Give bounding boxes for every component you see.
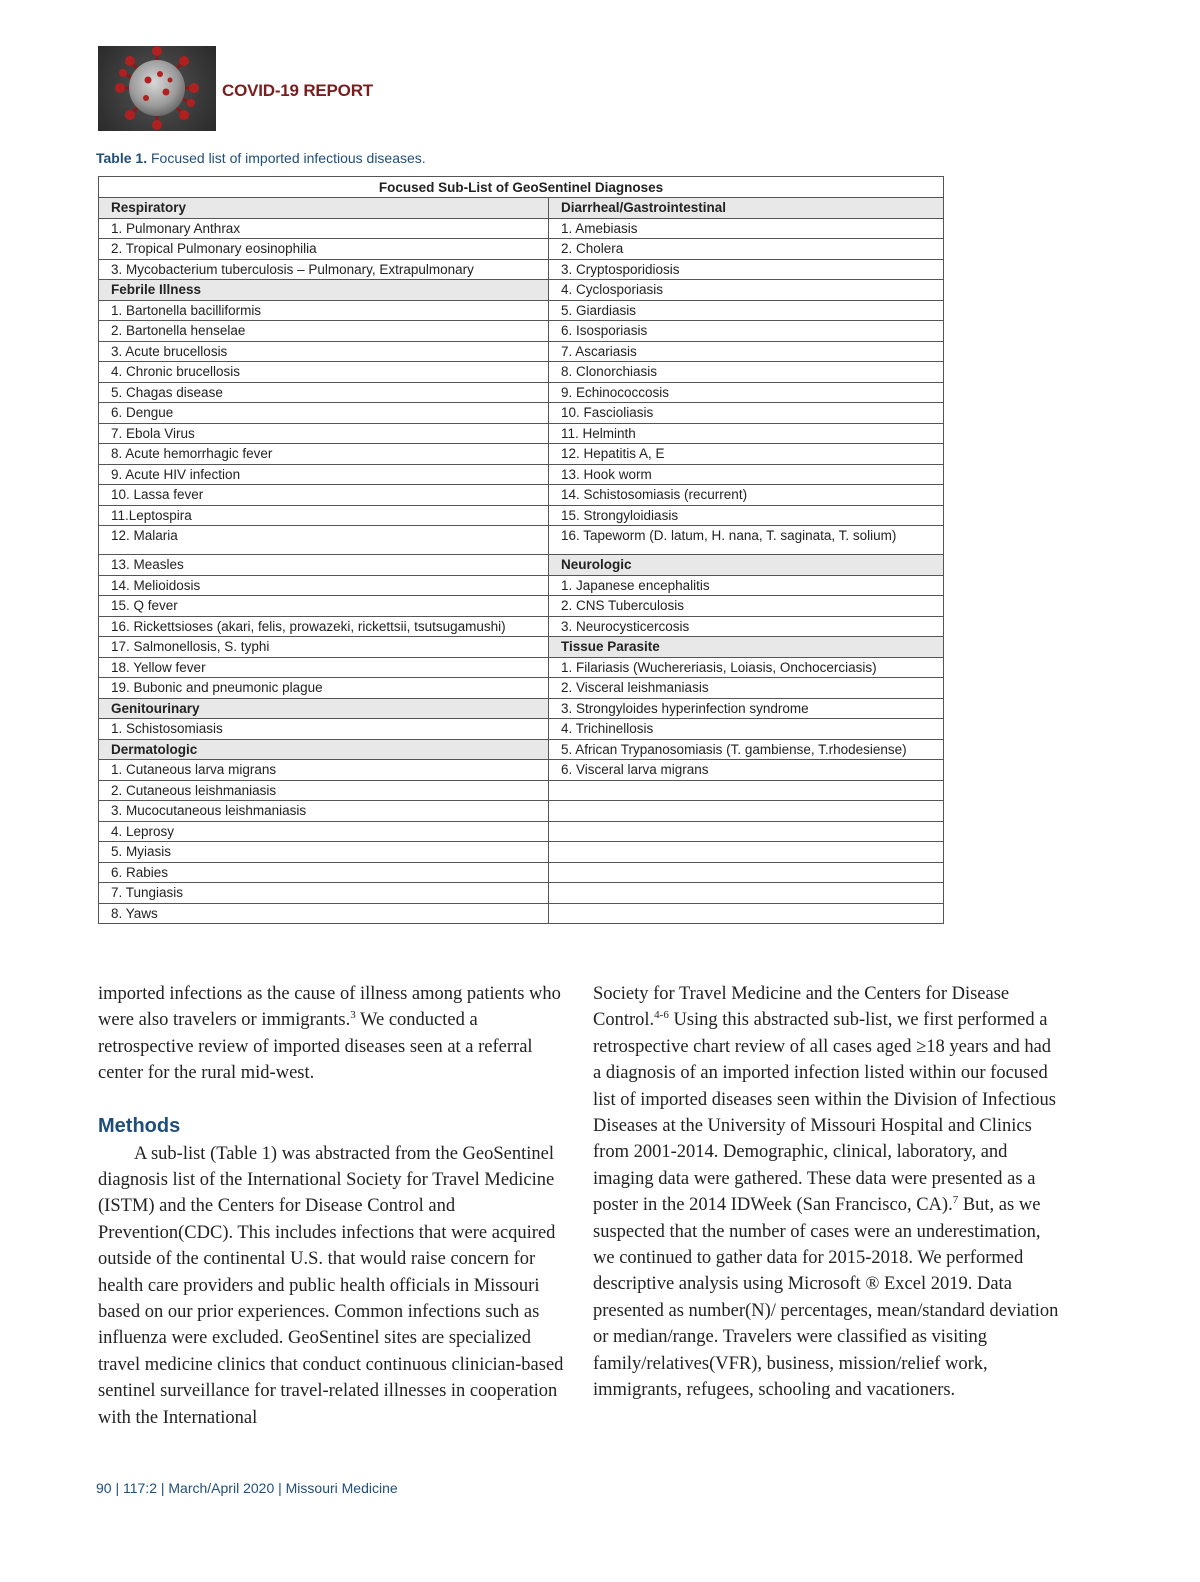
right-text-a: Society for Travel Medicine and the Centers for Disease Control. [593,984,1010,1031]
table-row [99,801,944,822]
table-cell: 3. Cryptosporidiosis [549,259,944,280]
table-cell: 15. Strongyloidiasis [549,505,944,526]
table-cell: 1. Filariasis (Wuchereriasis, Loiasis, Onchocerciasis) [549,657,944,678]
table-cell: 17. Salmonellosis, S. typhi [99,637,549,658]
table-cell: 2. Bartonella henselae [99,321,549,342]
table-cell: 6. Rabies [99,862,549,883]
right-text-c: But, as we suspected that the number of cases were an underestimation, we continued to gather data for 2015-2018. We performed descriptive analysis using Microsoft ® Excel 2019. Data presented as number(N)/ percentages, mean/standard deviation or median/range. Travelers were classified as visiting family/relatives(VFR), business, mission/relief work, immigrants, refugees, schooling and vacationers. [593,1195,1059,1401]
table-cell: 4. Leprosy [99,821,549,842]
coronavirus-image [98,46,216,131]
table-title: Focused Sub-List of GeoSentinel Diagnoses [99,177,944,198]
table-cell: 13. Measles [99,555,549,576]
table-row [99,637,944,658]
table-row [99,842,944,863]
table-cell: 8. Clonorchiasis [549,362,944,383]
table-cell: 2. Tropical Pulmonary eosinophilia [99,239,549,260]
table-cell: 3. Strongyloides hyperinfection syndrome [549,698,944,719]
table-cell: 5. Myiasis [99,842,549,863]
table-cell: 1. Amebiasis [549,218,944,239]
diagnoses-table [98,176,944,924]
table-cell: 7. Ebola Virus [99,423,549,444]
table-cell: 1. Pulmonary Anthrax [99,218,549,239]
table-cell: 8. Yaws [99,903,549,924]
table-cell: 2. Cholera [549,239,944,260]
table-cell: 9. Acute HIV infection [99,464,549,485]
intro-paragraph [98,981,568,1087]
table-cell: 6. Visceral larva migrans [549,760,944,781]
table-cell [549,903,944,924]
table-cell: 3. Neurocysticercosis [549,616,944,637]
table-row [99,760,944,781]
table-row [99,596,944,617]
table-cell: 13. Hook worm [549,464,944,485]
table-row [99,903,944,924]
table-row [99,259,944,280]
table-cell: 6. Isosporiasis [549,321,944,342]
table-section-header: Diarrheal/Gastrointestinal [549,198,944,219]
table-cell: 1. Bartonella bacilliformis [99,300,549,321]
table-cell: 3. Acute brucellosis [99,341,549,362]
table-row [99,821,944,842]
table-row [99,616,944,637]
table-row [99,657,944,678]
table-row [99,698,944,719]
table-row [99,382,944,403]
table-caption [96,150,426,166]
table-row [99,300,944,321]
methods-heading: Methods [98,1114,181,1137]
table-cell: 12. Malaria [99,526,549,555]
citation-4-6: 4-6 [654,1009,669,1022]
table-cell: 9. Echinococcosis [549,382,944,403]
right-column [593,981,1063,1404]
table-cell: 8. Acute hemorrhagic fever [99,444,549,465]
table-row [99,780,944,801]
table-cell: 14. Schistosomiasis (recurrent) [549,485,944,506]
table-cell: 3. Mycobacterium tuberculosis – Pulmonary, Extrapulmonary [99,259,549,280]
table-cell: 1. Japanese encephalitis [549,575,944,596]
table-cell: 11. Helminth [549,423,944,444]
table-cell: 18. Yellow fever [99,657,549,678]
table-row [99,403,944,424]
table-cell: 2. Visceral leishmaniasis [549,678,944,699]
table-cell: 5. African Trypanosomiasis (T. gambiense, T.rhodesiense) [549,739,944,760]
table-section-header: Respiratory [99,198,549,219]
table-caption-text: Focused list of imported infectious diseases. [150,150,426,166]
methods-paragraph: A sub-list (Table 1) was abstracted from the GeoSentinel diagnosis list of the International Society for Travel Medicine (ISTM) and the Centers for Disease Control and Prevention(CDC). This includes infections that were acquired outside of the continental U.S. that would raise concern for health care providers and public health officials in Missouri based on our prior experiences. Common infections such as influenza were excluded. GeoSentinel sites are specialized travel medicine clinics that conduct continuous clinician-based sentinel surveillance for travel-related illnesses in cooperation with the International [98,1143,564,1428]
table-row [99,575,944,596]
table-cell: 11.Leptospira [99,505,549,526]
table-cell: 10. Fascioliasis [549,403,944,424]
intro-text: imported infections as the cause of illness among patients who were also travelers or immigrants. [98,984,561,1031]
table-cell: 19. Bubonic and pneumonic plague [99,678,549,699]
table-section-header: Febrile Illness [99,280,549,301]
table-cell [549,842,944,863]
table-cell: 12. Hepatitis A, E [549,444,944,465]
citation-7: 7 [952,1194,959,1207]
table-cell [549,862,944,883]
table-row [99,739,944,760]
table-cell: 15. Q fever [99,596,549,617]
table-cell: 7. Tungiasis [99,883,549,904]
table-cell: 5. Chagas disease [99,382,549,403]
table-row [99,362,944,383]
table-section-header: Tissue Parasite [549,637,944,658]
table-row [99,444,944,465]
page-footer: 90 | 117:2 | March/April 2020 | Missouri Medicine [96,1480,398,1496]
table-row [99,678,944,699]
table-cell: 6. Dengue [99,403,549,424]
table-cell: 1. Cutaneous larva migrans [99,760,549,781]
table-body [99,198,944,924]
table-cell: 4. Trichinellosis [549,719,944,740]
table-section-header: Genitourinary [99,698,549,719]
table-row [99,321,944,342]
table-cell: 14. Melioidosis [99,575,549,596]
table-cell [549,801,944,822]
table-cell: 3. Mucocutaneous leishmaniasis [99,801,549,822]
intro-text-tail: We conducted a retrospective review of imported diseases seen at a referral center for the rural mid-west. [98,1010,533,1084]
table-row [99,862,944,883]
left-column [98,981,568,1431]
report-title: COVID-19 REPORT [222,80,373,100]
table-row [99,341,944,362]
table-section-header: Dermatologic [99,739,549,760]
table-cell: 1. Schistosomiasis [99,719,549,740]
table-row [99,423,944,444]
table-row [99,485,944,506]
table-row [99,883,944,904]
table-cell: 16. Rickettsioses (akari, felis, prowazeki, rickettsii, tsutsugamushi) [99,616,549,637]
table-title-row [99,177,944,198]
table-cell [549,780,944,801]
table-row [99,526,944,555]
table-row [99,555,944,576]
table-cell: 10. Lassa fever [99,485,549,506]
table-row [99,505,944,526]
table-row [99,280,944,301]
table-section-header: Neurologic [549,555,944,576]
right-text-b: Using this abstracted sub-list, we first performed a retrospective chart review of all cases aged ≥18 years and had a diagnosis of an imported infection listed within our focused list of imported diseases seen within the Division of Infectious Diseases at the University of Missouri Hospital and Clinics from 2001-2014. Demographic, clinical, laboratory, and imaging data were gathered. These data were presented as a poster in the 2014 IDWeek (San Francisco, CA). [593,1010,1056,1216]
table-cell: 2. CNS Tuberculosis [549,596,944,617]
virus-icon [98,46,216,131]
table-cell: 4. Chronic brucellosis [99,362,549,383]
table-row [99,198,944,219]
table-caption-label: Table 1. [96,150,148,166]
table-cell [549,883,944,904]
report-header [98,46,373,131]
table-cell: 16. Tapeworm (D. latum, H. nana, T. saginata, T. solium) [549,526,944,555]
table-cell: 7. Ascariasis [549,341,944,362]
right-paragraph [593,981,1063,1404]
table-cell: 5. Giardiasis [549,300,944,321]
table-cell: 4. Cyclosporiasis [549,280,944,301]
table-row [99,719,944,740]
table-row [99,464,944,485]
table-row [99,239,944,260]
citation-3: 3 [350,1009,356,1022]
table-row [99,218,944,239]
table-cell [549,821,944,842]
table-cell: 2. Cutaneous leishmaniasis [99,780,549,801]
